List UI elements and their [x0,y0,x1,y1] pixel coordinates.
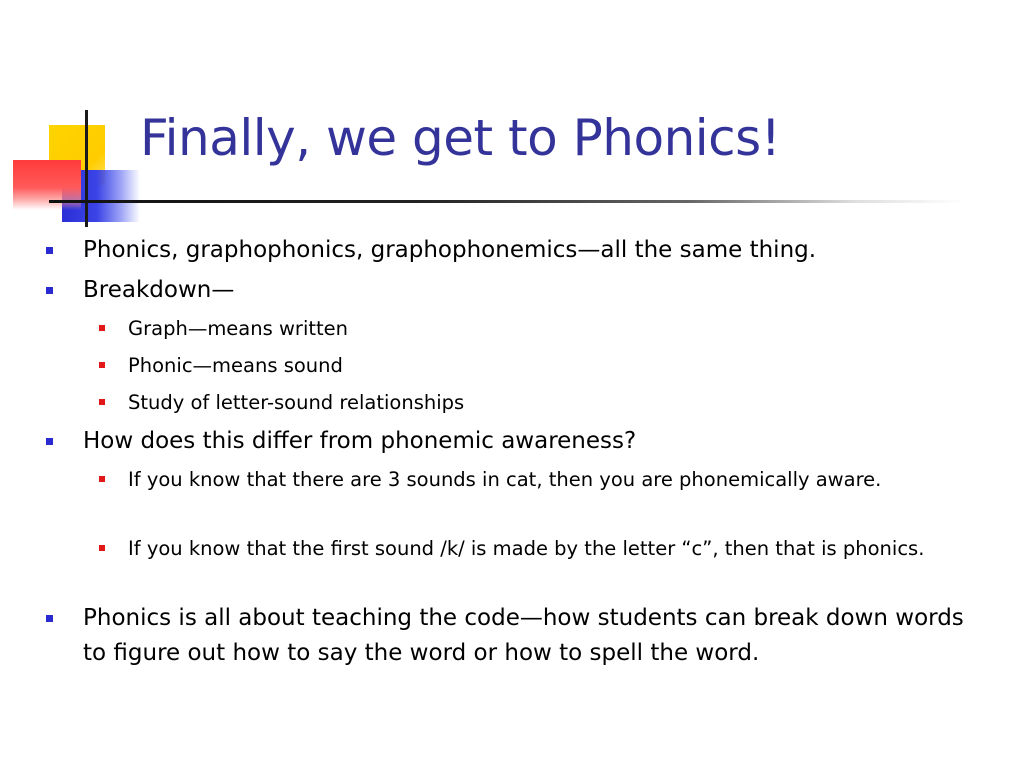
bullet-text: Breakdown— [83,277,235,303]
bullet-item [83,273,983,308]
square-bullet-icon [46,287,53,294]
square-bullet-icon [99,545,105,551]
title-underline-rule [49,200,964,203]
sub-bullet-text: If you know that the first sound /k/ is made by the letter “c”, then that is phonics. [128,537,925,560]
sub-bullet-text: Phonic—means sound [128,354,343,377]
bullet-item [83,601,973,671]
sub-bullet-item [128,534,968,564]
vertical-rule-decoration [85,110,88,227]
bullet-text: Phonics is all about teaching the code—how students can break down words to figure out how to say the word or how to spell the word. [83,605,964,666]
sub-bullet-text: If you know that there are 3 sounds in cat, then you are phonemically aware. [128,468,882,491]
square-bullet-icon [99,362,105,368]
bullet-item [83,424,983,459]
sub-bullet-text: Study of letter-sound relationships [128,391,465,414]
square-bullet-icon [46,615,53,622]
sub-bullet-item [128,388,978,418]
sub-bullet-text: Graph—means written [128,317,349,340]
square-bullet-icon [46,247,53,254]
square-bullet-icon [46,438,53,445]
bullet-item [83,233,983,268]
square-bullet-icon [99,325,105,331]
slide-title: Finally, we get to Phonics! [140,109,781,167]
square-bullet-icon [99,399,105,405]
bullet-text: How does this differ from phonemic awareness? [83,428,637,454]
square-bullet-icon [99,476,105,482]
sub-bullet-item [128,465,928,495]
sub-bullet-item [128,351,978,381]
sub-bullet-item [128,314,978,344]
bullet-text: Phonics, graphophonics, graphophonemics—all the same thing. [83,237,817,263]
